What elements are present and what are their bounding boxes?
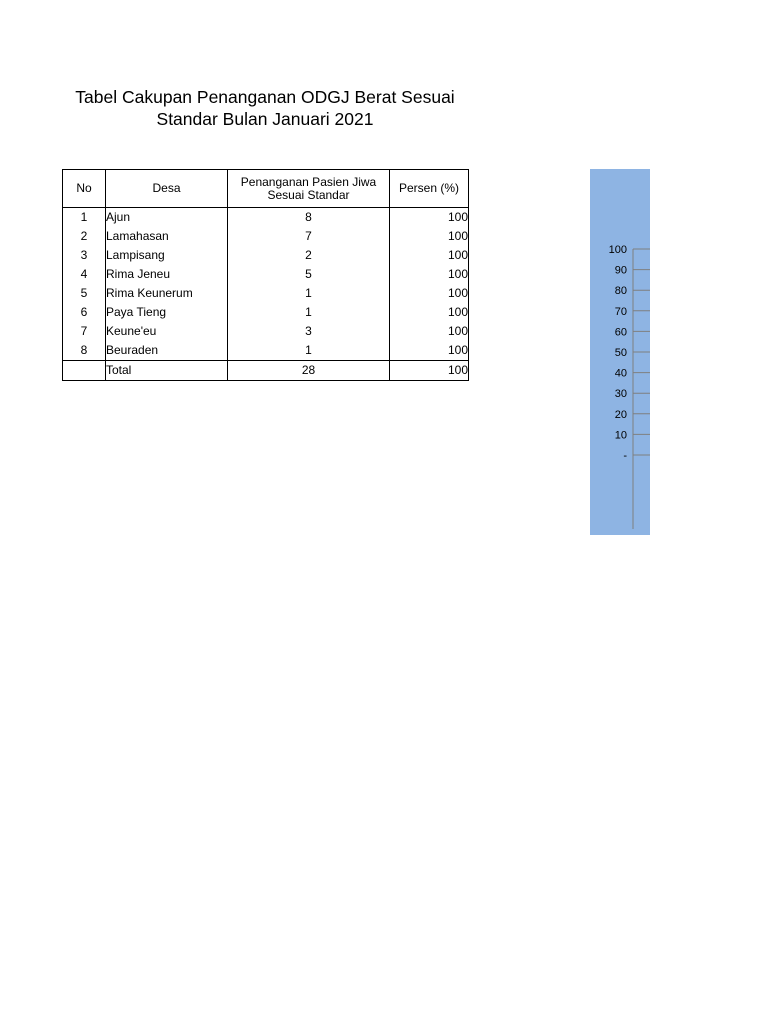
- table-row: [63, 227, 469, 246]
- table-body: [63, 208, 469, 381]
- y-tick-label: 100: [608, 244, 627, 256]
- cell-penanganan: 1: [228, 341, 390, 361]
- cell-persen: 100: [390, 208, 469, 228]
- y-tick-label: 40: [614, 367, 627, 380]
- cell-persen: 100: [390, 341, 469, 361]
- y-tick-label: 20: [614, 408, 627, 421]
- cell-no: 2: [63, 227, 106, 246]
- cell-penanganan: 3: [228, 322, 390, 341]
- chart-panel: [590, 169, 650, 535]
- cell-penanganan: 8: [228, 208, 390, 228]
- header-penanganan: [228, 170, 390, 208]
- table-row: [63, 265, 469, 284]
- cell-penanganan: 5: [228, 265, 390, 284]
- cell-desa: Lamahasan: [106, 227, 228, 246]
- cell-persen: 100: [390, 265, 469, 284]
- cell-persen: 100: [390, 227, 469, 246]
- header-desa: Desa: [106, 170, 228, 208]
- title-line-2: Standar Bulan Januari 2021: [156, 109, 374, 129]
- table-row: [63, 322, 469, 341]
- y-tick-label: 90: [614, 264, 627, 277]
- cell-no: 3: [63, 246, 106, 265]
- chart-axis-svg: [590, 169, 650, 535]
- cell-persen: 100: [390, 284, 469, 303]
- cell-desa: Rima Jeneu: [106, 265, 228, 284]
- cell-penanganan: 2: [228, 246, 390, 265]
- cell-desa: Lampisang: [106, 246, 228, 265]
- table-total-row: [63, 361, 469, 381]
- y-tick-label: 70: [614, 305, 627, 318]
- total-no: [63, 361, 106, 381]
- y-tick-label: 80: [614, 285, 627, 298]
- title-line-1: Tabel Cakupan Penanganan ODGJ Berat Sesuai: [75, 87, 455, 107]
- table-row: [63, 303, 469, 322]
- y-tick-label: -: [623, 450, 627, 462]
- total-persen: 100: [390, 361, 469, 381]
- y-tick-label: 60: [614, 326, 627, 339]
- cell-penanganan: 1: [228, 284, 390, 303]
- y-tick-label: 30: [614, 388, 627, 401]
- cell-desa: Keune'eu: [106, 322, 228, 341]
- header-persen: Persen (%): [390, 170, 469, 208]
- cell-no: 8: [63, 341, 106, 361]
- table-row: [63, 341, 469, 361]
- table-row: [63, 208, 469, 228]
- cell-desa: Ajun: [106, 208, 228, 228]
- cell-no: 4: [63, 265, 106, 284]
- cell-no: 1: [63, 208, 106, 228]
- header-penanganan-line-1: Penanganan Pasien Jiwa: [240, 174, 377, 189]
- cell-persen: 100: [390, 322, 469, 341]
- header-no: No: [63, 170, 106, 208]
- cell-penanganan: 1: [228, 303, 390, 322]
- cell-penanganan: 7: [228, 227, 390, 246]
- coverage-table: [62, 169, 469, 381]
- y-tick-label: 10: [614, 429, 627, 442]
- total-label: Total: [106, 361, 228, 381]
- y-tick-label: 50: [614, 347, 627, 359]
- cell-no: 5: [63, 284, 106, 303]
- header-penanganan-line-2: Sesuai Standar: [267, 187, 350, 202]
- cell-no: 7: [63, 322, 106, 341]
- cell-persen: 100: [390, 303, 469, 322]
- cell-desa: Rima Keunerum: [106, 284, 228, 303]
- page-title: [62, 86, 468, 130]
- table-row: [63, 246, 469, 265]
- table-header-row: [63, 170, 469, 208]
- cell-no: 6: [63, 303, 106, 322]
- cell-desa: Beuraden: [106, 341, 228, 361]
- total-penanganan: 28: [228, 361, 390, 381]
- table-row: [63, 284, 469, 303]
- cell-persen: 100: [390, 246, 469, 265]
- cell-desa: Paya Tieng: [106, 303, 228, 322]
